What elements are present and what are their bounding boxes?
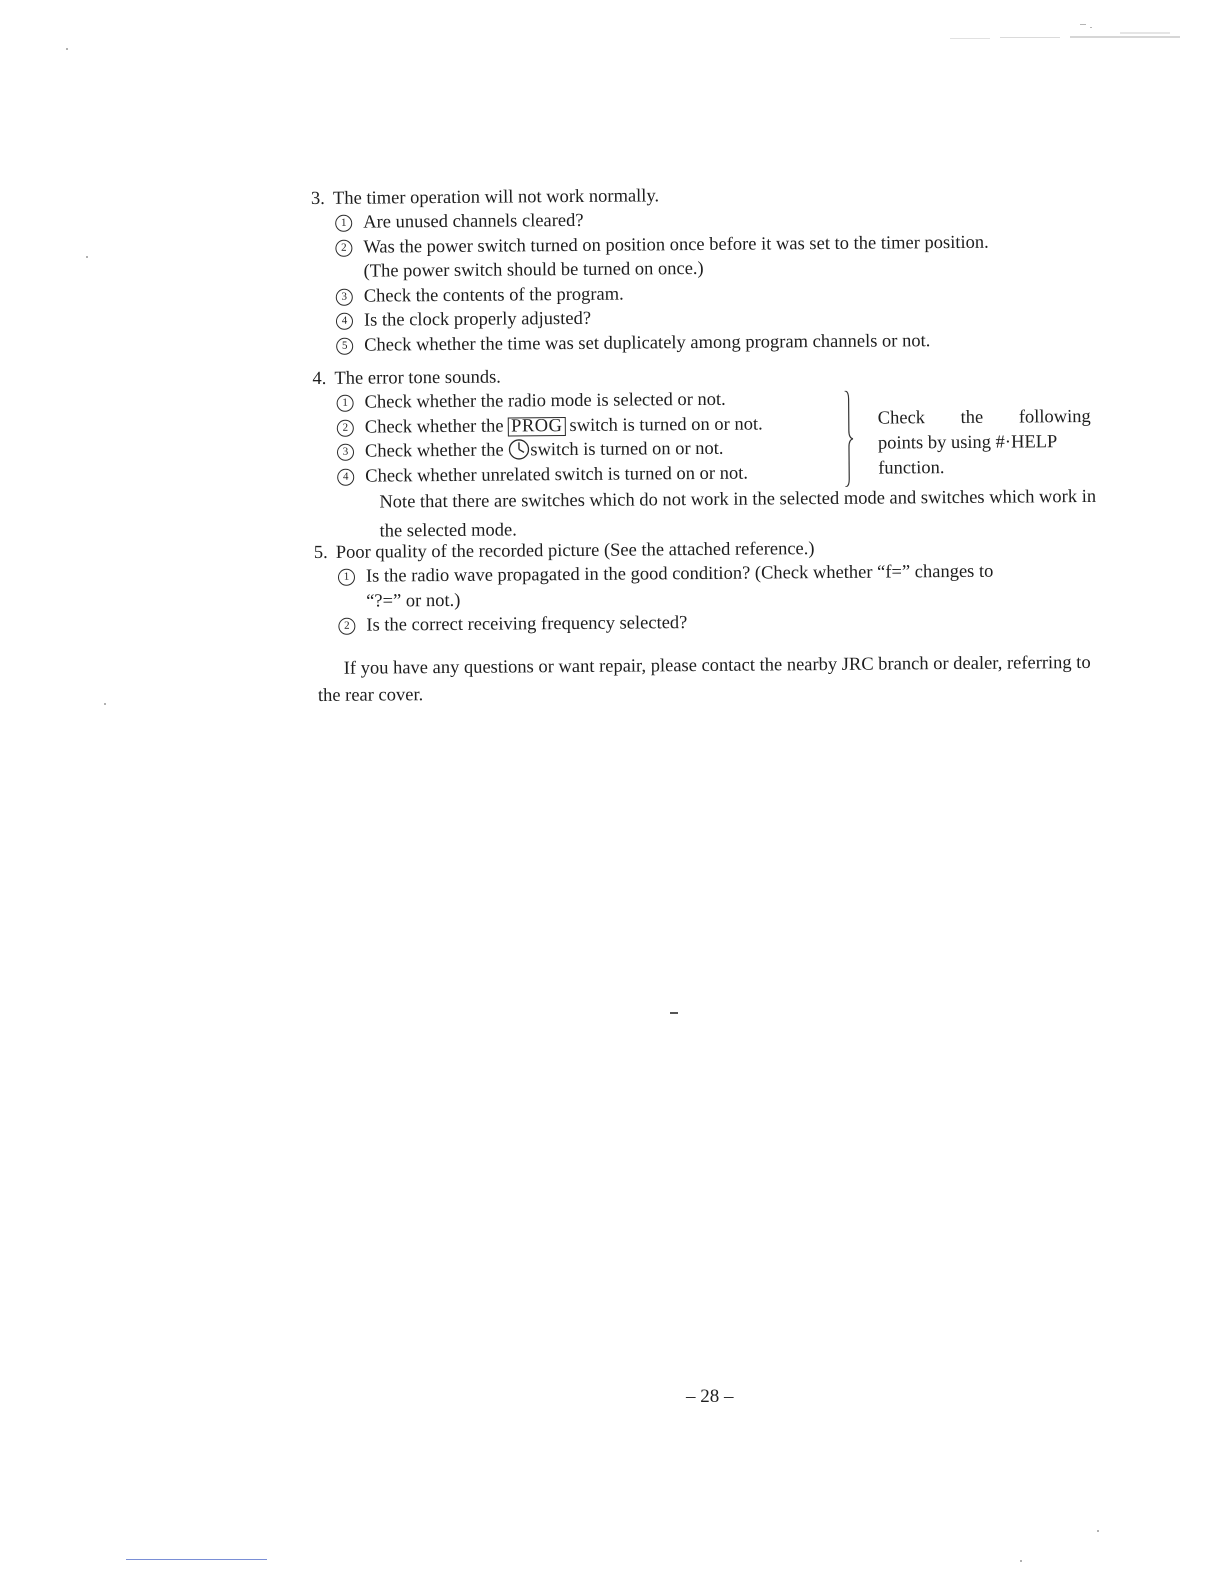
page-number: – 28 – xyxy=(686,1386,734,1408)
help-word: the xyxy=(961,406,984,431)
right-brace xyxy=(843,391,856,487)
item-text: Check the contents of the program. xyxy=(364,284,624,306)
scan-speck xyxy=(104,703,106,705)
list-item xyxy=(311,229,1101,284)
scan-speck xyxy=(1020,1560,1022,1562)
error-tone-checklist xyxy=(313,385,1104,489)
section-number: 4. xyxy=(312,367,334,391)
item-text: Check whether unrelated switch is turned on or not. xyxy=(365,463,748,486)
item-text: Are unused channels cleared? xyxy=(363,211,584,233)
help-word: Check xyxy=(878,406,925,431)
section-number: 3. xyxy=(311,187,333,211)
note-text: Note that there are switches which do not work in the selected mode and switches which work in the selected mode. xyxy=(313,483,1103,547)
bottom-rule xyxy=(126,1559,267,1560)
circled-number: 5 xyxy=(336,337,353,354)
circled-number: 4 xyxy=(337,468,354,485)
section-4 xyxy=(312,361,1103,547)
stray-dash-mark xyxy=(670,1012,678,1014)
section-title-text: Poor quality of the recorded picture (See the attached reference.) xyxy=(336,539,815,563)
item-text-after: switch is turned on or not. xyxy=(569,414,762,436)
closing-paragraph: If you have any questions or want repair, please contact the nearby JRC branch or dealer, referring to the rear cover. xyxy=(318,650,1098,710)
item-text: Is the correct receiving frequency selected? xyxy=(366,613,687,636)
help-note-line-1 xyxy=(878,405,1091,432)
circled-number: 2 xyxy=(337,419,354,436)
help-word: following xyxy=(1019,405,1091,431)
section-number: 5. xyxy=(314,541,336,565)
section-title-text: The timer operation will not work normally. xyxy=(333,186,659,209)
list-item xyxy=(314,608,1104,639)
circled-number: 1 xyxy=(337,395,354,412)
scan-speck xyxy=(1097,1530,1099,1532)
clock-icon xyxy=(508,438,530,460)
item-text: Is the radio wave propagated in the good condition? (Check whether “f=” changes to xyxy=(366,562,994,587)
scan-speck xyxy=(66,48,68,50)
item-text: Is the clock properly adjusted? xyxy=(364,309,591,331)
item-continuation: “?=” or not.) xyxy=(366,583,1104,613)
circled-number: 2 xyxy=(335,239,352,256)
circled-number: 4 xyxy=(336,313,353,330)
list-item xyxy=(312,327,1102,358)
item-text-before: Check whether the xyxy=(365,416,504,437)
list-item xyxy=(314,559,1104,614)
circled-number: 3 xyxy=(337,444,354,461)
help-note-line-3: function. xyxy=(878,455,1091,482)
item-continuation: (The power switch should be turned on once.) xyxy=(363,254,1101,284)
item-text-before: Check whether the xyxy=(365,441,504,462)
circled-number: 3 xyxy=(336,288,353,305)
scan-speck xyxy=(86,256,88,258)
item-text: Was the power switch turned on position once before it was set to the timer position. xyxy=(363,232,988,257)
item-text: Check whether the time was set duplicately among program channels or not. xyxy=(364,331,930,355)
circled-number: 1 xyxy=(335,215,352,232)
help-note xyxy=(878,405,1092,482)
section-5 xyxy=(314,535,1105,639)
help-note-line-2: points by using #·HELP xyxy=(878,430,1091,457)
circled-number: 2 xyxy=(338,618,355,635)
scan-noise xyxy=(930,22,1190,46)
section-title-text: The error tone sounds. xyxy=(334,368,501,389)
prog-key-label: PROG xyxy=(508,417,566,436)
section-3 xyxy=(311,181,1102,358)
item-text-after: switch is turned on or not. xyxy=(530,439,723,461)
circled-number: 1 xyxy=(338,569,355,586)
item-text: Check whether the radio mode is selected or not. xyxy=(365,390,726,413)
